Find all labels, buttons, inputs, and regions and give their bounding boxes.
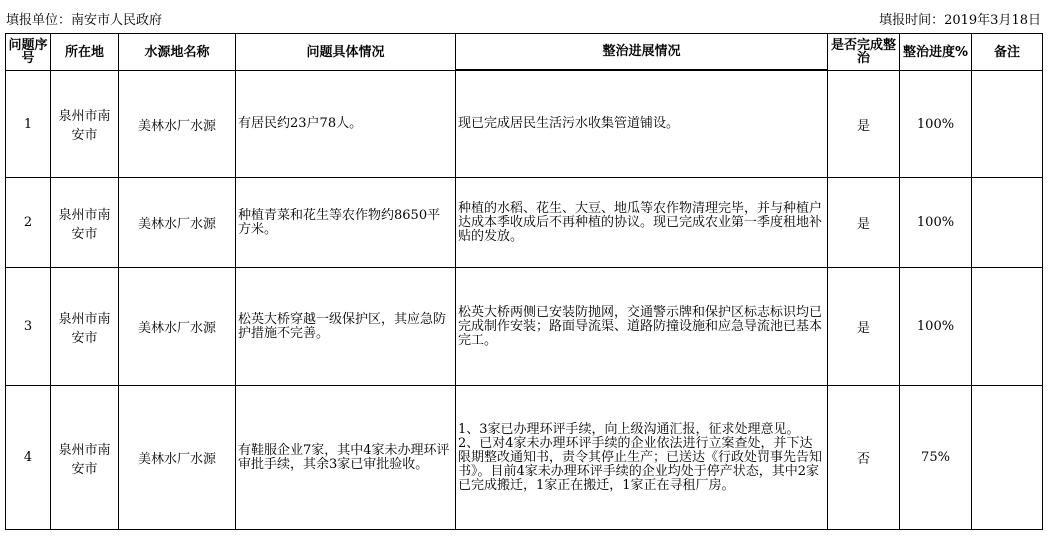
cell-source: 美林水厂水源 (119, 386, 236, 530)
cell-progress: 种植的水稻、花生、大豆、地瓜等农作物清理完毕，并与种植户达成本季收成后不再种植的协议。现已完成农业第一季度租地补贴的发放。 (456, 178, 828, 268)
cell-problem: 有居民约23户78人。 (236, 71, 456, 178)
col-header-problem: 问题具体情况 (236, 34, 456, 71)
cell-percent: 100% (900, 268, 972, 386)
cell-location: 泉州市南安市 (51, 71, 119, 178)
col-header-percent: 整治进度% (900, 34, 972, 71)
cell-completed: 是 (828, 178, 900, 268)
cell-completed: 是 (828, 268, 900, 386)
cell-percent: 75% (900, 386, 972, 530)
cell-remark (972, 71, 1043, 178)
cell-problem: 松英大桥穿越一级保护区，其应急防护措施不完善。 (236, 268, 456, 386)
cell-percent: 100% (900, 71, 972, 178)
reporting-date: 填报时间：2019年3月18日 (879, 13, 1041, 28)
table-row (6, 178, 1043, 268)
cell-remark (972, 178, 1043, 268)
col-header-source: 水源地名称 (119, 34, 236, 71)
col-header-location: 所在地 (51, 34, 119, 71)
col-header-completed: 是否完成整治 (828, 34, 900, 71)
table-row (6, 386, 1043, 530)
cell-progress: 1、3家已办理环评手续，向上级沟通汇报，征求处理意见。 2、已对4家未办理环评手续的企业依法进行立案查处，并下达限期整改通知书，责令其停止生产；已送达《行政处罚事先告知书》。目前4家未办理环评手续的企业均处于停产状态，其中2家已完成搬迁，1家正在搬迁，1家正在寻租厂房。 (456, 386, 828, 530)
cell-seq: 4 (6, 386, 51, 530)
cell-completed: 否 (828, 386, 900, 530)
cell-progress: 现已完成居民生活污水收集管道铺设。 (456, 71, 828, 178)
cell-percent: 100% (900, 178, 972, 268)
table-row (6, 268, 1043, 386)
cell-location: 泉州市南安市 (51, 178, 119, 268)
cell-seq: 1 (6, 71, 51, 178)
cell-seq: 2 (6, 178, 51, 268)
col-header-progress: 整治进展情况 (456, 34, 828, 70)
col-header-remark: 备注 (972, 34, 1043, 71)
cell-source: 美林水厂水源 (119, 178, 236, 268)
rectification-table (5, 33, 1043, 530)
table-row (6, 71, 1043, 178)
cell-seq: 3 (6, 268, 51, 386)
cell-source: 美林水厂水源 (119, 268, 236, 386)
reporting-unit: 填报单位：南安市人民政府 (6, 13, 163, 28)
cell-location: 泉州市南安市 (51, 268, 119, 386)
cell-remark (972, 386, 1043, 530)
cell-source: 美林水厂水源 (119, 71, 236, 178)
cell-problem: 种植青菜和花生等农作物约8650平方米。 (236, 178, 456, 268)
cell-completed: 是 (828, 71, 900, 178)
cell-location: 泉州市南安市 (51, 386, 119, 530)
cell-problem: 有鞋服企业7家，其中4家未办理环评审批手续，其余3家已审批验收。 (236, 386, 456, 530)
cell-progress: 松英大桥两侧已安装防抛网，交通警示牌和保护区标志标识均已完成制作安装；路面导流渠、道路防撞设施和应急导流池已基本完工。 (456, 268, 828, 386)
cell-remark (972, 268, 1043, 386)
col-header-seq: 问题序号 (6, 34, 51, 71)
